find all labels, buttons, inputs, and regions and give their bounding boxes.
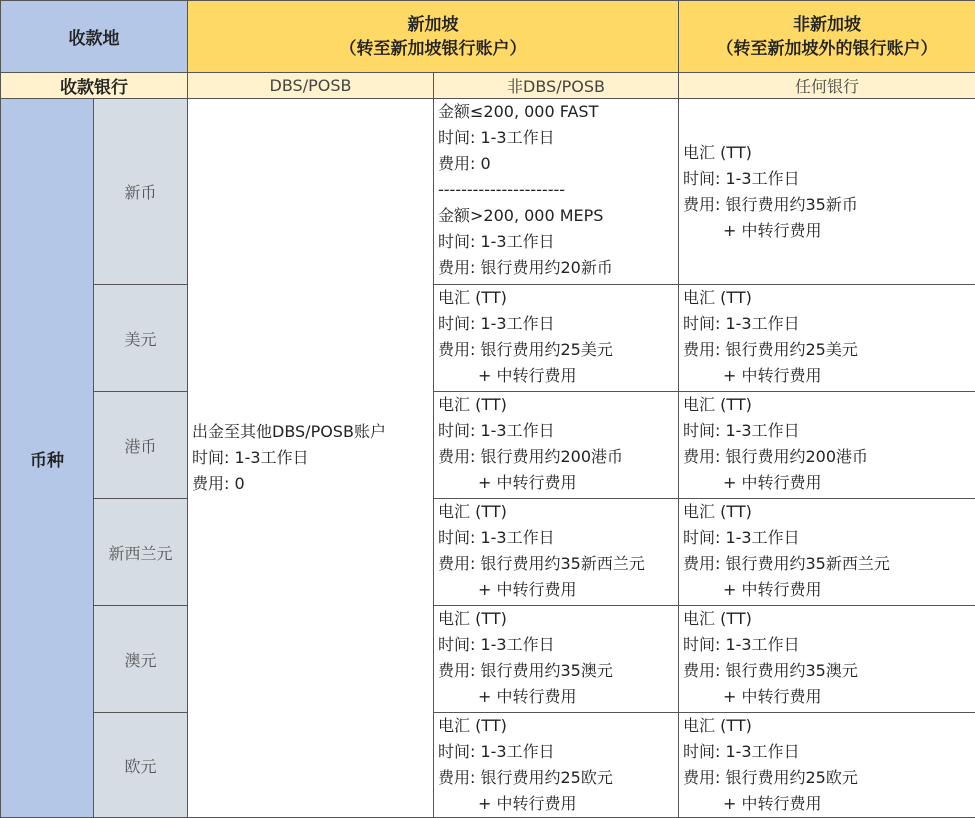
receive-bank-header: 收款银行 [1, 73, 188, 99]
fee-line: 费用: 银行费用约25欧元 [438, 765, 678, 791]
any-bank-cell [679, 606, 975, 713]
fee-line: 金额>200, 000 MEPS [438, 203, 678, 229]
table-row [1, 285, 975, 392]
fee-line: 电汇 (TT) [438, 499, 678, 525]
fee-line: 电汇 (TT) [438, 285, 678, 311]
fee-line: 电汇 (TT) [683, 140, 975, 166]
fee-line: 费用: 银行费用约25美元 [683, 337, 975, 363]
currency-name: 新币 [94, 99, 188, 285]
dbs-posb-line: 费用: 0 [192, 471, 433, 497]
singapore-subtitle: （转至新加坡银行账户） [188, 37, 678, 61]
fee-line: 时间: 1-3工作日 [683, 418, 975, 444]
currency-name: 港币 [94, 392, 188, 499]
dbs-posb-header: DBS/POSB [188, 73, 434, 99]
fee-line: + 中转行费用 [438, 470, 678, 496]
fee-line: 金额≤200, 000 FAST [438, 99, 678, 125]
fee-line: 电汇 (TT) [683, 392, 975, 418]
table-row [1, 606, 975, 713]
non-dbs-cell [434, 713, 679, 818]
dbs-posb-line: 出金至其他DBS/POSB账户 [192, 419, 433, 445]
non-singapore-title: 非新加坡 [679, 13, 975, 37]
non-dbs-cell [434, 606, 679, 713]
non-singapore-subtitle: （转至新加坡外的银行账户） [679, 37, 975, 61]
singapore-title: 新加坡 [188, 13, 678, 37]
fee-line: + 中转行费用 [438, 684, 678, 710]
fee-line: 时间: 1-3工作日 [438, 125, 678, 151]
fee-line: 电汇 (TT) [683, 499, 975, 525]
table-row [1, 499, 975, 606]
fee-line: 时间: 1-3工作日 [683, 525, 975, 551]
any-bank-cell [679, 392, 975, 499]
fee-line: 电汇 (TT) [438, 392, 678, 418]
currency-name: 澳元 [94, 606, 188, 713]
fee-line: + 中转行费用 [438, 791, 678, 817]
receive-location-header: 收款地 [1, 1, 188, 73]
fee-line: + 中转行费用 [438, 363, 678, 389]
fee-line: ---------------------- [438, 177, 678, 203]
fee-line: 费用: 0 [438, 151, 678, 177]
fee-line: 费用: 银行费用约200港币 [683, 444, 975, 470]
any-bank-cell [679, 99, 975, 285]
fee-line: 电汇 (TT) [683, 606, 975, 632]
fee-line: 时间: 1-3工作日 [683, 166, 975, 192]
fee-line: + 中转行费用 [683, 791, 975, 817]
fee-line: 电汇 (TT) [438, 606, 678, 632]
fee-line: 费用: 银行费用约25欧元 [683, 765, 975, 791]
dbs-posb-cell [188, 99, 434, 818]
non-singapore-header [679, 1, 975, 73]
fee-line: + 中转行费用 [683, 470, 975, 496]
any-bank-header: 任何银行 [679, 73, 975, 99]
fee-line: 时间: 1-3工作日 [438, 311, 678, 337]
fee-line: 时间: 1-3工作日 [438, 739, 678, 765]
fee-line: + 中转行费用 [683, 363, 975, 389]
singapore-header [188, 1, 679, 73]
fee-line: + 中转行费用 [683, 218, 975, 244]
fee-line: 电汇 (TT) [438, 713, 678, 739]
fee-line: 费用: 银行费用约20新币 [438, 255, 678, 281]
fee-line: 时间: 1-3工作日 [683, 632, 975, 658]
fee-line: 时间: 1-3工作日 [683, 311, 975, 337]
currency-name: 美元 [94, 285, 188, 392]
fee-line: 费用: 银行费用约35澳元 [683, 658, 975, 684]
fee-line: 费用: 银行费用约200港币 [438, 444, 678, 470]
fee-line: 时间: 1-3工作日 [438, 418, 678, 444]
table-row [1, 713, 975, 818]
non-dbs-cell [434, 285, 679, 392]
fee-line: + 中转行费用 [683, 684, 975, 710]
fee-line: 费用: 银行费用约35新币 [683, 192, 975, 218]
currency-name: 欧元 [94, 713, 188, 818]
fee-line: 费用: 银行费用约35新西兰元 [683, 551, 975, 577]
fee-line: 费用: 银行费用约35澳元 [438, 658, 678, 684]
non-dbs-cell [434, 499, 679, 606]
fee-line: 费用: 银行费用约35新西兰元 [438, 551, 678, 577]
non-dbs-cell [434, 392, 679, 499]
fee-line: 时间: 1-3工作日 [438, 229, 678, 255]
fee-line: 费用: 银行费用约25美元 [438, 337, 678, 363]
any-bank-cell [679, 713, 975, 818]
non-dbs-cell [434, 99, 679, 285]
currency-name: 新西兰元 [94, 499, 188, 606]
fee-line: 时间: 1-3工作日 [683, 739, 975, 765]
dbs-posb-line: 时间: 1-3工作日 [192, 445, 433, 471]
fee-line: 电汇 (TT) [683, 713, 975, 739]
any-bank-cell [679, 285, 975, 392]
fee-line: + 中转行费用 [438, 577, 678, 603]
fee-line: + 中转行费用 [683, 577, 975, 603]
any-bank-cell [679, 499, 975, 606]
currency-label: 币种 [1, 99, 94, 818]
table-row [1, 392, 975, 499]
fee-line: 时间: 1-3工作日 [438, 632, 678, 658]
non-dbs-posb-header: 非DBS/POSB [434, 73, 679, 99]
fee-line: 电汇 (TT) [683, 285, 975, 311]
table-row [1, 99, 975, 285]
fee-line: 时间: 1-3工作日 [438, 525, 678, 551]
